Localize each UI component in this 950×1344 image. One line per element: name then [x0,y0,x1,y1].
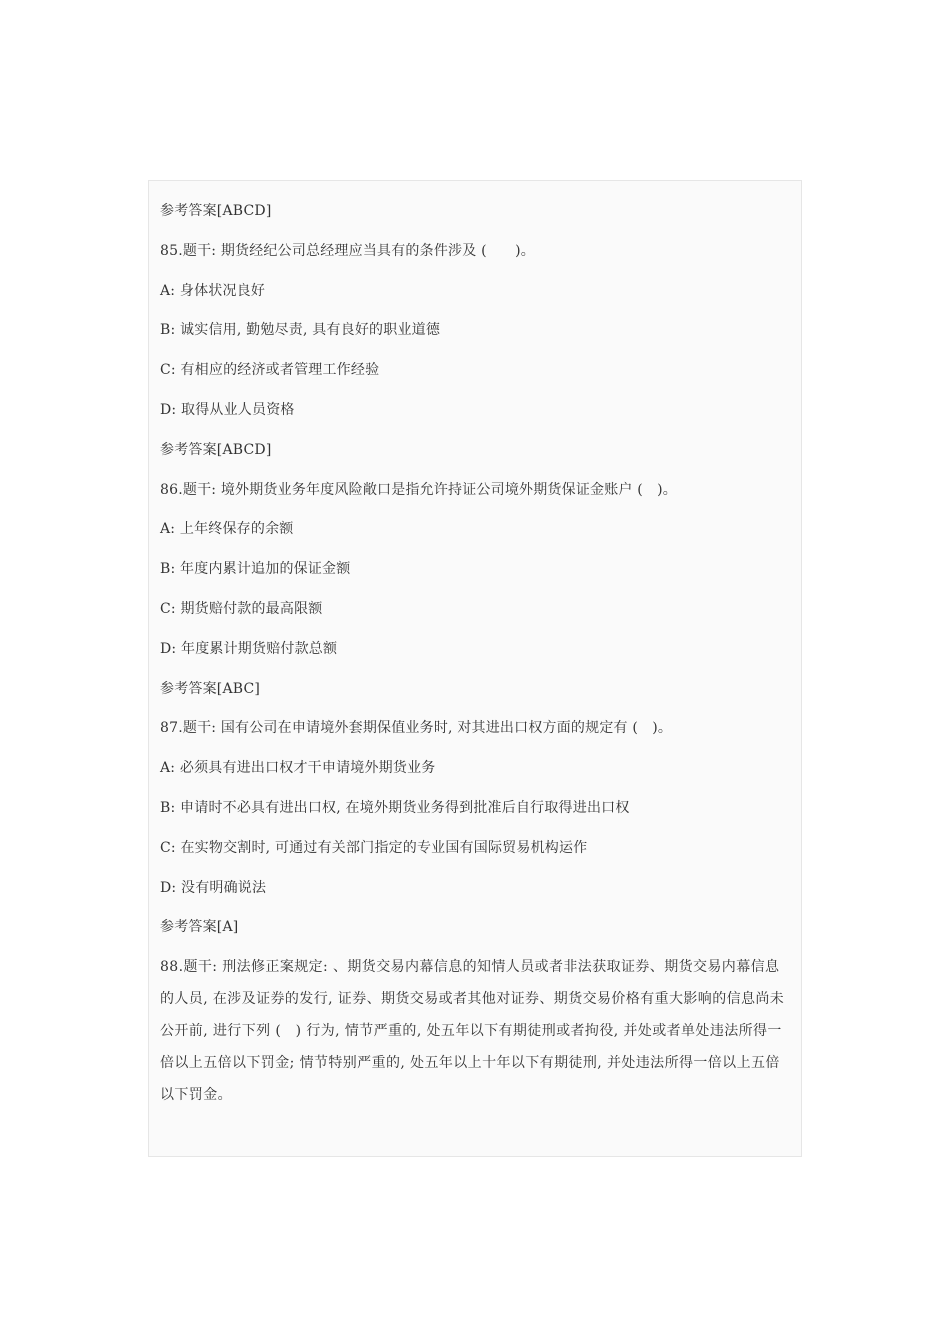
option-line: B: 申请时不必具有进出口权, 在境外期货业务得到批准后自行取得进出口权 [160,799,630,816]
exam-content-panel [148,180,802,1157]
question-line: 86.题干: 境外期货业务年度风险敞口是指允许持证公司境外期货保证金账户 ( )。 [160,481,678,498]
option-line: C: 有相应的经济或者管理工作经验 [160,362,380,379]
option-line: D: 取得从业人员资格 [160,401,295,418]
question-88-text: 88.题干: 刑法修正案规定: 、期货交易内幕信息的知情人员或者非法获取证券、期货交易内幕信息的人员, 在涉及证券的发行, 证券、期货交易或者其他对证券、期货交易价格有重大影响的信息尚未公开前, 进行下列 ( ) 行为, 情节严重的, 处五年以下有期徒刑或者拘役, 并处或者单处违法所得一倍以上五倍以下罚金; 情节特别严重的, 处五年以上十年以下有期徒刑, 并处违法所得一倍以上五倍以下罚金。 [160,959,785,1104]
option-line: C: 期货赔付款的最高限额 [160,600,323,617]
option-line: A: 身体状况良好 [160,282,266,299]
question-line: 87.题干: 国有公司在申请境外套期保值业务时, 对其进出口权方面的规定有 ( )。 [160,720,673,737]
answer-line: 参考答案[ABCD] [160,441,272,458]
question-list [160,201,791,937]
option-line: C: 在实物交割时, 可通过有关部门指定的专业国有国际贸易机构运作 [160,839,588,856]
option-line: B: 诚实信用, 勤勉尽责, 具有良好的职业道德 [160,322,441,339]
answer-line: 参考答案[ABCD] [160,203,272,219]
option-line: A: 必须具有进出口权才干申请境外期货业务 [160,760,436,777]
option-line: D: 没有明确说法 [160,879,267,896]
answer-line: 参考答案[A] [160,919,239,936]
option-line: A: 上年终保存的余额 [160,521,294,538]
answer-line: 参考答案[ABC] [160,680,261,697]
option-line: B: 年度内累计追加的保证金额 [160,561,351,578]
question-line: 85.题干: 期货经纪公司总经理应当具有的条件涉及 ( )。 [160,242,536,259]
option-line: D: 年度累计期货赔付款总额 [160,640,338,657]
